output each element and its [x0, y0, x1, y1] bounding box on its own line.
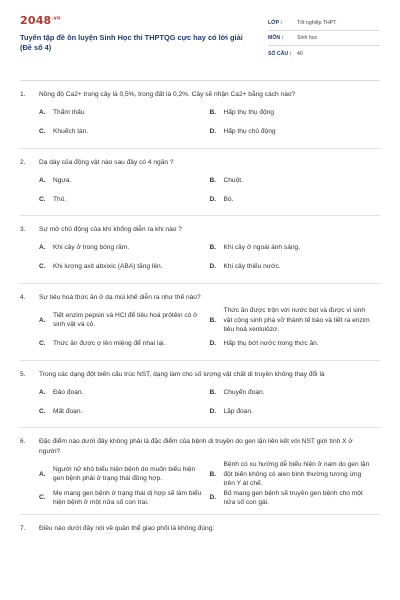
option-text: Khi cây ở ngoài ánh sáng. [223, 244, 301, 252]
option-d[interactable] [210, 123, 381, 142]
question-divider [20, 427, 380, 428]
question-body: Sự tiêu hoá thức ăn ở dạ múi khế diễn ra như thế nào? [39, 293, 201, 301]
option-text: Thẩm thấu [53, 109, 85, 117]
option-letter: C. [39, 340, 46, 348]
option-letter: A. [39, 176, 46, 184]
question-1 [20, 90, 380, 149]
option-a[interactable] [39, 306, 210, 335]
option-text: Đảo đoạn. [53, 388, 84, 396]
option-b[interactable] [210, 104, 381, 123]
option-text: Thức ăn được ợ lên miệng để nhai lại. [53, 340, 166, 348]
option-text: Hấp thụ thụ động [223, 109, 275, 117]
question-6 [20, 437, 380, 515]
question-divider [20, 360, 380, 361]
option-d[interactable] [210, 258, 381, 277]
question-number: 5. [20, 370, 26, 378]
option-letter: A. [39, 388, 46, 396]
meta-row-subject [268, 31, 380, 46]
option-text: Thức ăn được trộn với nước bọt và được vi sinh vật cộng sinh phá vỡ thành tế bào và tiết ra enzim tiêu hoá xenlulôzơ. [223, 307, 370, 333]
meta-row-class [268, 16, 380, 31]
option-text: Khuếch tán. [53, 128, 89, 136]
option-text: Bố mang gen bệnh sẽ truyền gen bệnh cho một nửa số con gái. [223, 489, 363, 506]
option-d[interactable] [210, 190, 381, 209]
question-divider [20, 283, 380, 284]
meta-label: LỚP : [268, 20, 283, 26]
option-letter: B. [209, 388, 217, 396]
option-letter: D. [209, 195, 217, 203]
option-text: Chuột. [223, 176, 243, 184]
document-title: Tuyển tập đề ôn luyện Sinh Học thi THPTQG cực hay có lời giải (Đề số 4) [20, 33, 243, 52]
option-grid [20, 383, 380, 421]
option-d[interactable] [210, 335, 381, 354]
question-text [20, 370, 380, 380]
option-b[interactable] [210, 306, 381, 335]
option-b[interactable] [210, 171, 381, 190]
option-letter: C. [39, 494, 46, 502]
option-letter: A. [39, 470, 46, 478]
meta-row-count [268, 46, 380, 61]
option-letter: C. [39, 407, 46, 415]
option-letter: C. [39, 128, 46, 136]
question-number: 1. [20, 91, 26, 98]
meta-label: SỐ CÂU : [268, 50, 292, 57]
option-c[interactable] [39, 335, 210, 354]
question-text [20, 225, 380, 235]
option-b[interactable] [210, 383, 381, 402]
option-letter: B. [209, 176, 217, 184]
meta-label: MÔN : [268, 35, 284, 41]
question-body: Nồng độ Ca2+ trong cây là 0,5%, trong đất là 0,2%. Cây sẽ nhận Ca2+ bằng cách nào? [39, 91, 296, 98]
option-text: Mất đoạn. [53, 407, 83, 415]
option-letter: D. [209, 340, 217, 348]
option-letter: B. [209, 109, 217, 117]
option-c[interactable] [39, 402, 210, 421]
question-number: 2. [20, 158, 26, 166]
option-text: Hấp thụ chủ động [223, 128, 276, 136]
option-c[interactable] [39, 489, 210, 508]
option-text: Chuyển đoạn. [223, 388, 265, 396]
option-letter: B. [209, 316, 217, 324]
option-text: Tiết enzim pepsin và HCl để tiêu hoá prôtêin có ở sinh vật và cỏ. [53, 311, 198, 329]
option-letter: C. [39, 195, 46, 203]
question-number: 4. [20, 293, 26, 301]
option-text: Hấp thụ bớt nước trong thức ăn. [223, 340, 319, 348]
option-text: Lặp đoạn. [223, 407, 253, 415]
option-letter: A. [39, 109, 46, 117]
question-body: Đặc điểm nào dưới đây không phải là đặc điểm của bệnh di truyền do gen lặn liên kết với NST giới tính X ở người? [39, 438, 353, 455]
option-c[interactable] [39, 258, 210, 277]
header-left [20, 14, 250, 74]
logo-main: 2048 [20, 14, 52, 27]
question-3 [20, 225, 380, 284]
option-text: Khi lượng axit abxixic (ABA) tăng lên. [53, 263, 163, 271]
option-b[interactable] [210, 239, 381, 258]
option-text: Mẹ mang gen bệnh ở trạng thái dị hợp sẽ làm biểu hiện bệnh ở một nửa số con trai. [53, 489, 202, 506]
question-body: Trong các dạng đột biến cấu trúc NST, dạng làm cho số lượng vật chất di truyền không thay đổi là [39, 370, 325, 378]
option-letter: D. [209, 128, 217, 136]
question-text [20, 90, 380, 100]
option-letter: D. [209, 407, 217, 415]
question-7 [20, 524, 380, 534]
option-a[interactable] [39, 104, 210, 123]
meta-value: 40 [297, 50, 303, 57]
option-letter: B. [209, 244, 217, 252]
logo-suffix: .vn [51, 15, 61, 22]
question-number: 7. [20, 524, 26, 532]
option-letter: A. [39, 244, 46, 252]
meta-table [268, 14, 380, 74]
option-grid [20, 239, 380, 277]
question-2 [20, 158, 380, 217]
question-body: Điều nào dưới đây nói về quần thể giao phối là không đúng: [39, 524, 215, 532]
option-text: Người nữ khó biểu hiện bệnh do muốn biểu hiện gen bệnh phải ở trạng thái đồng hợp. [53, 465, 196, 483]
meta-value: Tốt nghiệp THPT [297, 20, 337, 26]
question-body: Dạ dày của động vật nào sau đây có 4 ngăn ? [39, 158, 174, 166]
question-divider [20, 148, 380, 149]
option-c[interactable] [39, 123, 210, 142]
option-c[interactable] [39, 190, 210, 209]
option-letter: D. [209, 263, 217, 271]
question-text [20, 293, 380, 303]
meta-value: Sinh học [297, 35, 318, 41]
question-divider [20, 514, 380, 515]
option-grid [20, 104, 380, 142]
option-d[interactable] [210, 402, 381, 421]
option-letter: C. [39, 263, 46, 271]
option-a[interactable] [39, 171, 210, 190]
question-body: Sự mở chủ động của khí khổng diễn ra khi nào ? [39, 226, 182, 233]
site-logo[interactable] [20, 14, 250, 27]
option-a[interactable] [39, 239, 210, 258]
question-text [20, 524, 380, 534]
option-text: Ngựa. [53, 176, 72, 184]
question-number: 3. [20, 226, 26, 233]
question-divider [20, 215, 380, 216]
question-5 [20, 370, 380, 429]
option-text: Khi cây ở trong bóng râm. [53, 244, 130, 252]
option-text: Khi cây thiếu nước. [223, 263, 281, 271]
option-grid [20, 306, 380, 354]
option-grid [20, 171, 380, 209]
question-4 [20, 293, 380, 361]
option-d[interactable] [210, 489, 381, 508]
option-text: Thỏ. [53, 195, 67, 203]
option-a[interactable] [39, 383, 210, 402]
option-letter: D. [209, 494, 217, 502]
option-b[interactable] [210, 460, 381, 489]
question-number: 6. [20, 438, 26, 445]
document-header [20, 14, 380, 74]
option-letter: B. [209, 470, 217, 478]
question-text [20, 158, 380, 168]
option-letter: A. [39, 316, 46, 324]
header-divider [20, 80, 380, 81]
option-text: Bò. [223, 195, 234, 203]
option-grid [20, 460, 380, 508]
option-a[interactable] [39, 460, 210, 489]
option-text: Bệnh có xu hướng dễ biểu hiện ở nam do gen lặn đột biến không có alen bình thường tương ứng trên Y át chế. [223, 461, 370, 487]
question-text [20, 437, 380, 456]
